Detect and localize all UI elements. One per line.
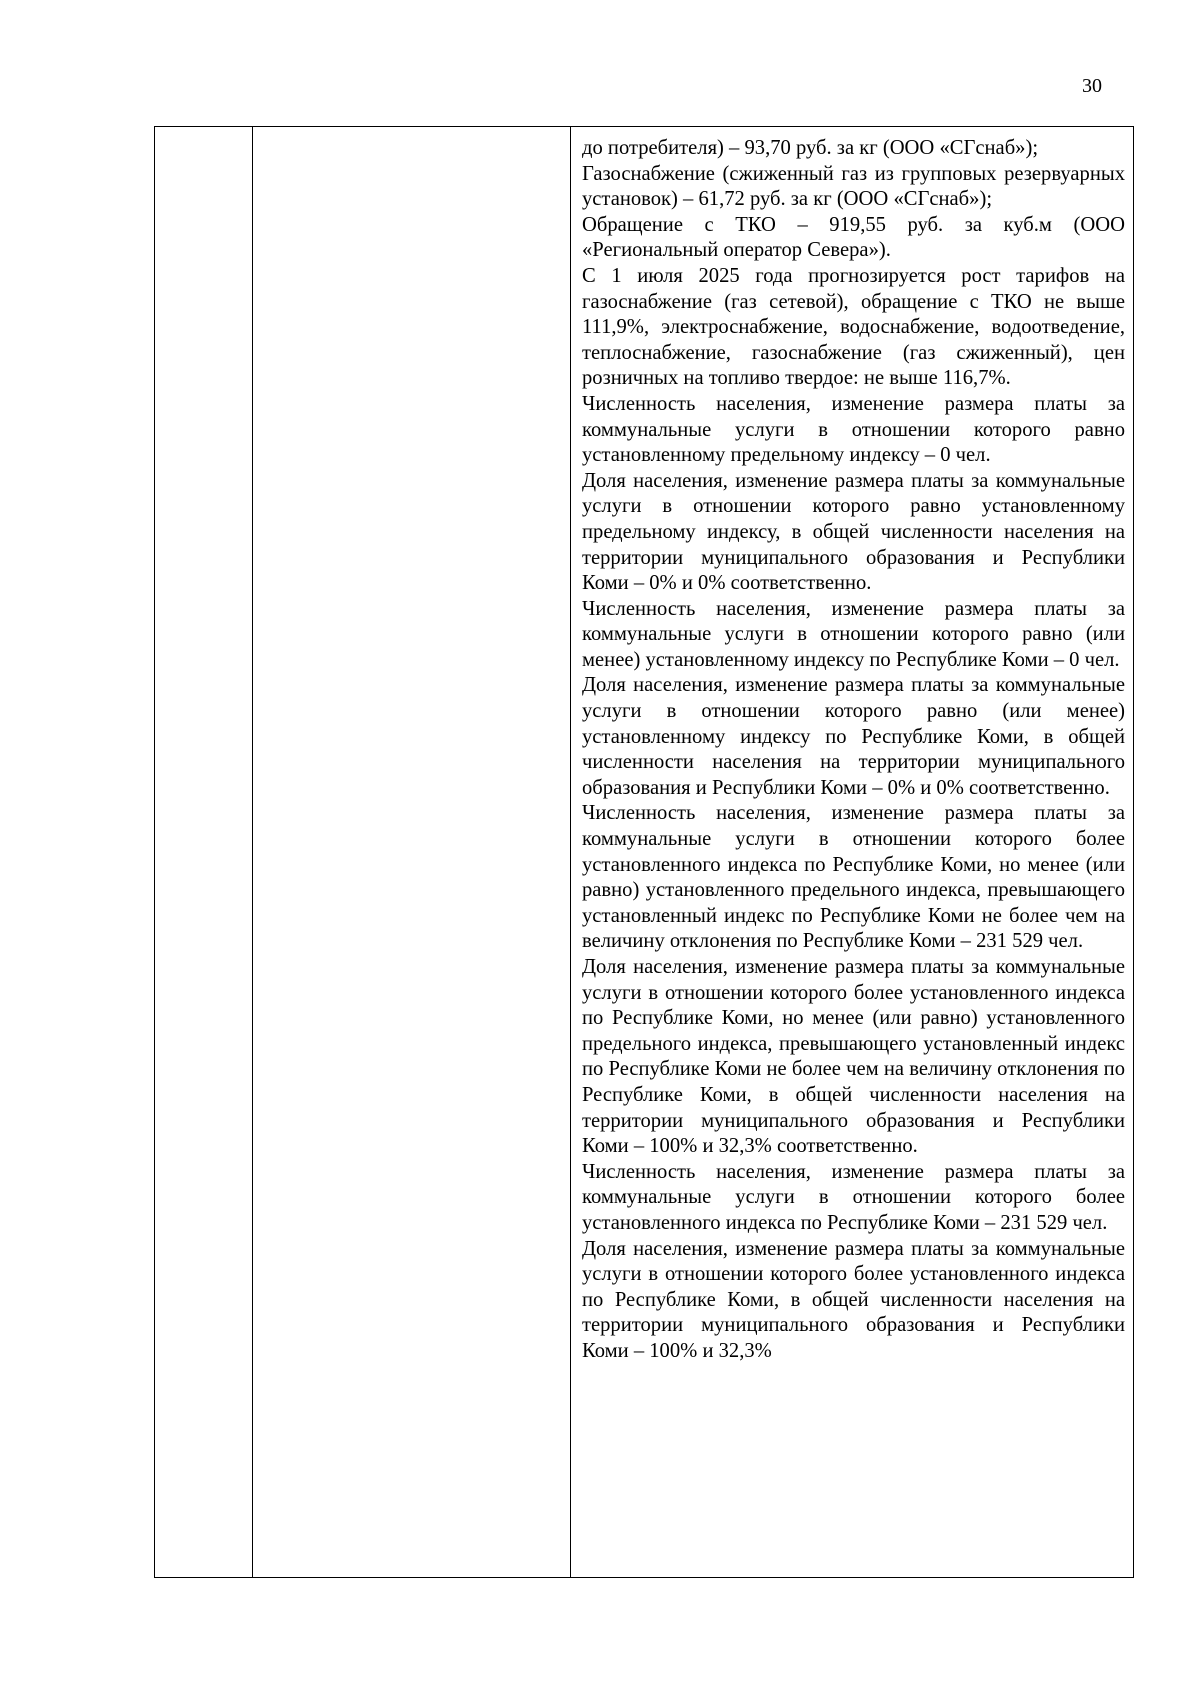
paragraph: Доля населения, изменение размера платы за коммунальные услуги в отношении которого равно (или менее) установленному индексу по Республике Коми, в общей численности населения на территории муниципального образования и Республики Коми – 0% и 0% соответственно.: [582, 674, 1125, 799]
paragraph: Газоснабжение (сжиженный газ из групповых резервуарных установок) – 61,72 руб. за кг (ООО «СГснаб»);: [582, 162, 1125, 211]
table-cell-number: [155, 127, 253, 1578]
cell-text: [571, 127, 1133, 1365]
table-row: [155, 127, 1134, 1578]
paragraph: С 1 июля 2025 года прогнозируется рост тарифов на газоснабжение (газ сетевой), обращение с ТКО не выше 111,9%, электроснабжение, водоснабжение, водоотведение, теплоснабжение, газоснабжение (газ сжиженный), цен розничных на топливо твердое: не выше 116,7%.: [582, 264, 1125, 390]
paragraph: Доля населения, изменение размера платы за коммунальные услуги в отношении которого более установленного индекса по Республике Коми, в общей численности населения на территории муниципального образования и Республики Коми – 100% и 32,3%: [582, 1237, 1125, 1362]
table-cell-description: [571, 127, 1134, 1578]
table-cell-name: [253, 127, 571, 1578]
paragraph: Численность населения, изменение размера платы за коммунальные услуги в отношении которого равно установленному предельному индексу – 0 чел.: [582, 392, 1125, 467]
paragraph: Доля населения, изменение размера платы за коммунальные услуги в отношении которого равно установленному предельному индексу, в общей численности населения на территории муниципального образования и Республики Коми – 0% и 0% соответственно.: [582, 469, 1125, 595]
paragraph: Численность населения, изменение размера платы за коммунальные услуги в отношении которого более установленного индекса по Республике Коми, но менее (или равно) установленного предельного индекса, превышающего установленный индекс по Республике Коми не более чем на величину отклонения по Республике Коми – 231 529 чел.: [582, 802, 1125, 953]
document-table: [154, 126, 1134, 1578]
paragraph: Доля населения, изменение размера платы за коммунальные услуги в отношении которого более установленного индекса по Республике Коми, но менее (или равно) установленного предельного индекса, превышающего установленный индекс по Республике Коми не более чем на величину отклонения по Республике Коми, в общей численности населения на территории муниципального образования и Республики Коми – 100% и 32,3% соответственно.: [582, 956, 1125, 1158]
paragraph: Численность населения, изменение размера платы за коммунальные услуги в отношении которого равно (или менее) установленному индексу по Республике Коми – 0 чел.: [582, 597, 1125, 671]
paragraph: до потребителя) – 93,70 руб. за кг (ООО «СГснаб»);: [582, 137, 1039, 159]
page-number: 30: [1082, 75, 1102, 97]
paragraph: Обращение с ТКО – 919,55 руб. за куб.м (ООО «Региональный оператор Севера»).: [582, 213, 1125, 262]
paragraph: Численность населения, изменение размера платы за коммунальные услуги в отношении которого более установленного индекса по Республике Коми – 231 529 чел.: [582, 1160, 1125, 1234]
